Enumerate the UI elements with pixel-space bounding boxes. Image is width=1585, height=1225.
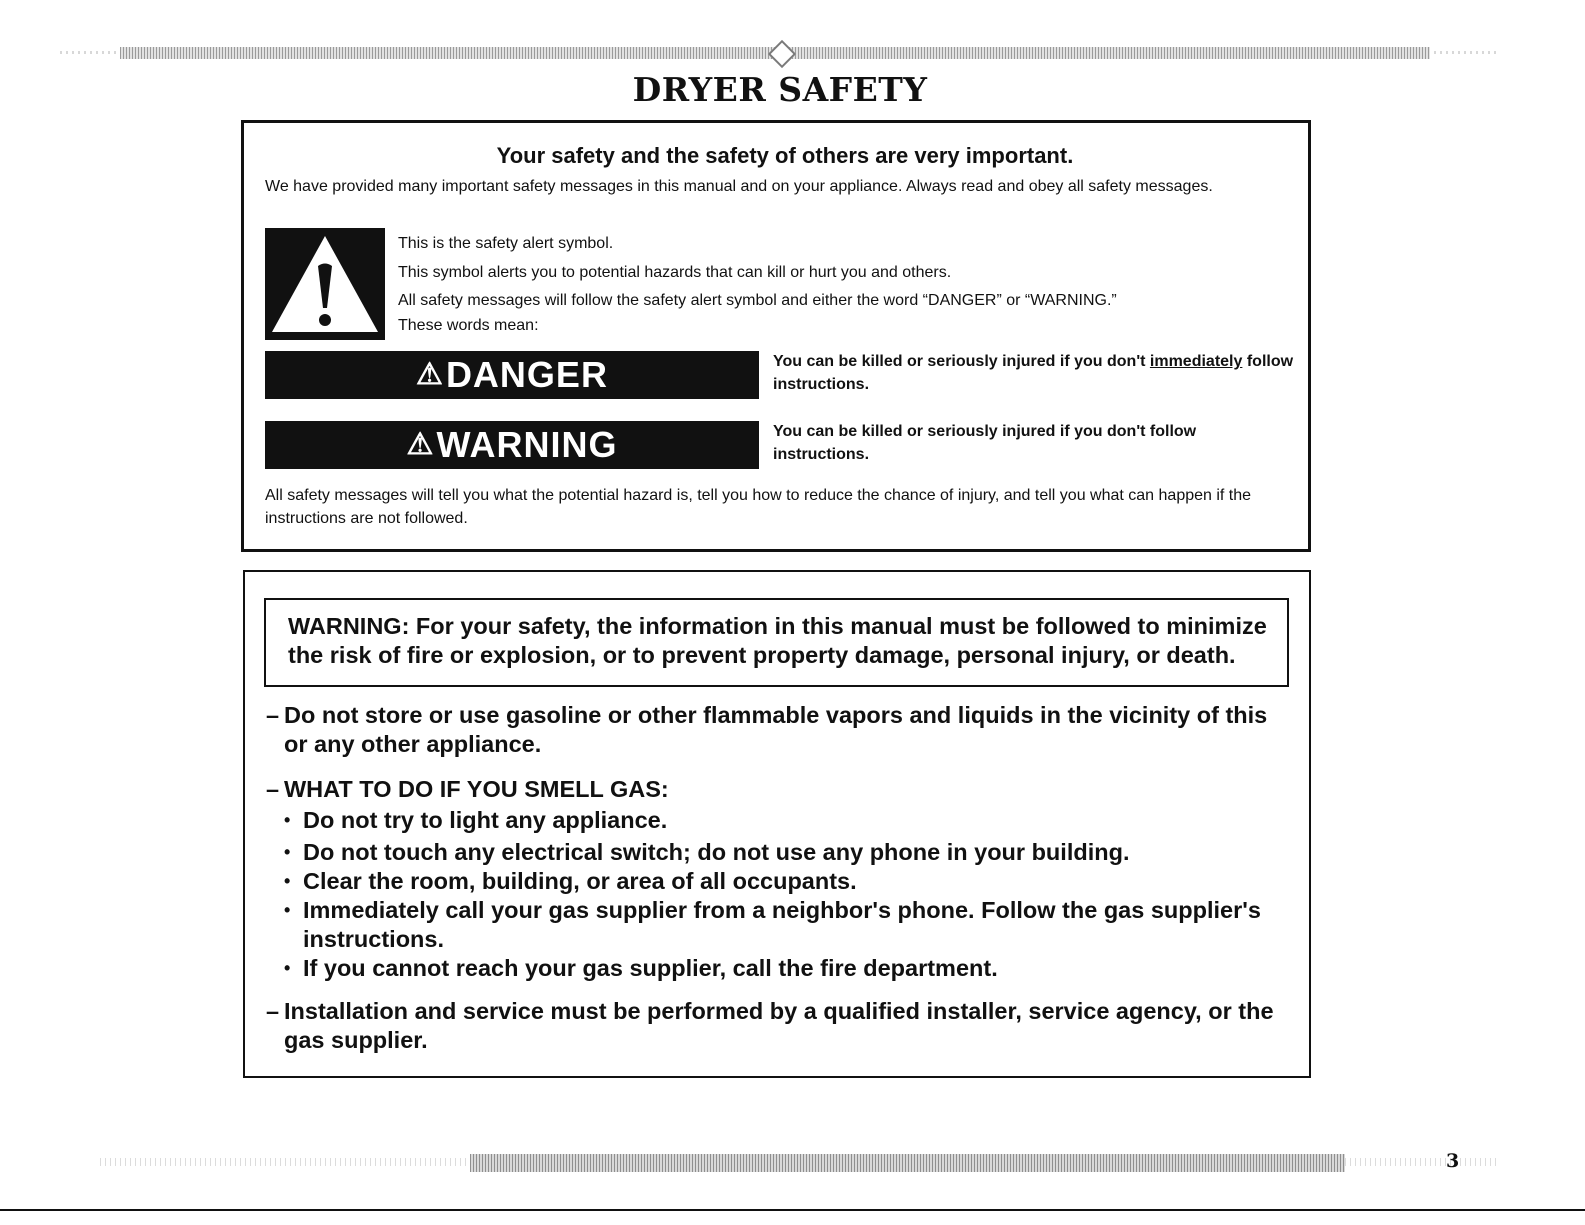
symbol-line-3: All safety messages will follow the safety alert symbol and either the word “DANGER” or “WARNING.” [398,292,1117,309]
warning-signal-bar [265,421,759,469]
symbol-line-4: These words mean: [398,317,539,334]
page-number: 3 [1446,1150,1460,1172]
gas-item-3: – Installation and service must be performed by a qualified installer, service agency, or the gas supplier. [266,998,1274,1053]
danger-description: You can be killed or seriously injured if you don't immediately follow instructions. [773,353,1294,393]
bottom-rule [0,1209,1585,1211]
warning-label: WARNING [436,424,618,465]
safety-intro-text: We have provided many important safety messages in this manual and on your appliance. Always read and obey all safety messages. [265,178,1213,195]
warning-callout-text: WARNING: For your safety, the information in this manual must be followed to minimize the risk of fire or explosion, or to prevent property damage, personal injury, or death. [288,613,1267,668]
danger-emphasis: immediately [1149,353,1243,370]
page-title: DRYER SAFETY [632,70,928,109]
safety-heading: Your safety and the safety of others are very important. [496,143,1074,168]
diamond-ornament-icon [768,40,796,68]
symbol-line-1: This is the safety alert symbol. [398,235,614,252]
gas-bullet-4: • Immediately call your gas supplier from a neighbor's phone. Follow the gas supplier's instructions. [284,897,1261,952]
gas-bullet-1: • Do not try to light any appliance. [284,807,668,833]
gas-item-1: – Do not store or use gasoline or other flammable vapors and liquids in the vicinity of this or any other appliance. [266,702,1268,757]
safety-alert-triangle-icon [265,228,385,340]
danger-signal-bar [265,351,759,399]
gas-item-2: – WHAT TO DO IF YOU SMELL GAS: [266,776,669,802]
footer-band [470,1154,1345,1172]
safety-footer-text: All safety messages will tell you what the potential hazard is, tell you how to reduce the chance of injury, and tell you what can happen if the instructions are not followed. [265,487,1252,527]
symbol-line-2: This symbol alerts you to potential hazards that can kill or hurt you and others. [398,264,952,281]
gas-bullet-3: • Clear the room, building, or area of all occupants. [284,868,857,894]
gas-bullet-2: • Do not touch any electrical switch; do not use any phone in your building. [284,839,1130,865]
warning-description: You can be killed or seriously injured if you don't follow instructions. [773,423,1197,463]
gas-bullet-5: • If you cannot reach your gas supplier, call the fire department. [284,955,998,981]
warning-triangle-icon: ⚠ [406,428,435,461]
warning-triangle-icon: ⚠ [416,358,444,391]
danger-label: DANGER [445,354,608,395]
